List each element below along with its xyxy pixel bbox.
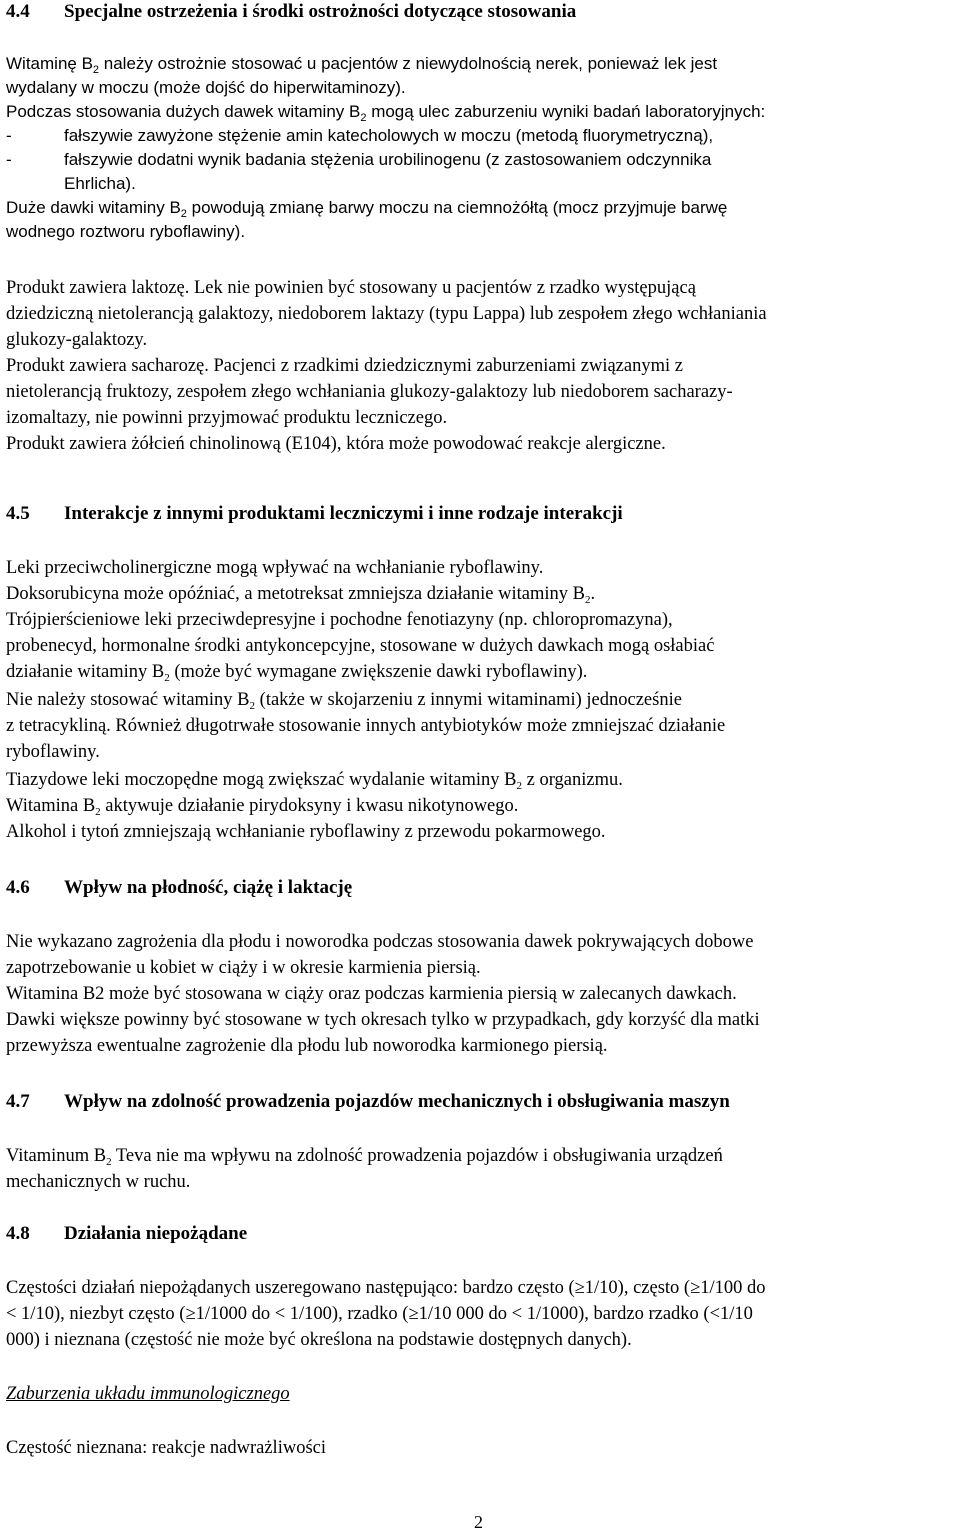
paragraph-line: Witamina $B_2$ aktywuje działanie pirydoksyny i kwasu nikotynowego. bbox=[6, 796, 519, 818]
list-bullet: - bbox=[6, 126, 12, 145]
page-number: 2 bbox=[474, 1512, 483, 1532]
paragraph-line: Nie wykazano zagrożenia dla płodu i noworodka podczas stosowania dawek pokrywających dobowe bbox=[6, 932, 754, 952]
paragraph-line: Vitaminum $B_2$ Teva nie ma wpływu na zdolność prowadzenia pojazdów i obsługiwania urządzeń bbox=[6, 1146, 723, 1168]
list-item: fałszywie dodatni wynik badania stężenia urobilinogenu (z zastosowaniem odczynnika bbox=[64, 150, 712, 169]
paragraph-line: Doksorubicyna może opóźniać, a metotreksat zmniejsza działanie witaminy $B_2$. bbox=[6, 584, 596, 606]
paragraph-line: ryboflawiny. bbox=[6, 742, 100, 762]
paragraph-line: dziedziczną nietolerancją galaktozy, niedoborem laktazy (typu Lappa) lub zespołem złego wchłaniania bbox=[6, 304, 767, 324]
section-4-7-heading: 4.7 Wpływ na zdolność prowadzenia pojazdów mechanicznych i obsługiwania maszyn bbox=[6, 1091, 730, 1112]
paragraph-line: Trójpierścieniowe leki przeciwdepresyjne i pochodne fenotiazyny (np. chloropromazyna), bbox=[6, 610, 673, 630]
section-4-6-heading: 4.6 Wpływ na płodność, ciążę i laktację bbox=[6, 877, 353, 898]
paragraph-line: Produkt zawiera żółcień chinolinową (E104), która może powodować reakcje alergiczne. bbox=[6, 434, 666, 454]
paragraph-line: Częstości działań niepożądanych uszeregowano następująco: bardzo często (≥1/10), często (≥1/100 do bbox=[6, 1278, 766, 1298]
paragraph-line: nietolerancją fruktozy, zespołem złego wchłaniania glukozy-galaktozy lub niedoborem sacharazy- bbox=[6, 382, 733, 402]
paragraph-line: z tetracykliną. Również długotrwałe stosowanie innych antybiotyków może zmniejszać działanie bbox=[6, 716, 726, 736]
paragraph-line: Tiazydowe leki moczopędne mogą zwiększać wydalanie witaminy $B_2$ z organizmu. bbox=[6, 770, 623, 792]
paragraph-line: < 1/10), niezbyt często (≥1/1000 do < 1/100), rzadko (≥1/10 000 do < 1/1000), bardzo rzadko (<1/10 bbox=[6, 1304, 753, 1324]
paragraph-line: wodnego roztworu ryboflawiny). bbox=[6, 222, 246, 241]
paragraph-line: Nie należy stosować witaminy $B_2$ (także w skojarzeniu z innymi witaminami) jednocześnie bbox=[6, 690, 682, 712]
paragraph-line: Podczas stosowania dużych dawek witaminy $B_2$ mogą ulec zaburzeniu wyniki badań laboratoryjnych: bbox=[6, 102, 766, 124]
paragraph-line: Dawki większe powinny być stosowane w tych okresach tylko w przypadkach, gdy korzyść dla matki bbox=[6, 1010, 760, 1030]
paragraph-line: probenecyd, hormonalne środki antykoncepcyjne, stosowane w dużych dawkach mogą osłabiać bbox=[6, 636, 715, 656]
paragraph-line: przewyższa ewentualne zagrożenie dla płodu lub noworodka karmionego piersią. bbox=[6, 1036, 608, 1056]
list-item: fałszywie zawyżone stężenie amin katecholowych w moczu (metodą fluorymetryczną), bbox=[64, 126, 714, 145]
paragraph-line: Produkt zawiera sacharozę. Pacjenci z rzadkimi dziedzicznymi zaburzeniami związanymi z bbox=[6, 356, 683, 376]
paragraph-line: Witaminę $B_2$ należy ostrożnie stosować u pacjentów z niewydolnością nerek, ponieważ lek jest bbox=[6, 54, 718, 76]
section-4-4-heading: 4.4 Specjalne ostrzeżenia i środki ostrożności dotyczące stosowania bbox=[6, 1, 577, 22]
paragraph-line: zapotrzebowanie u kobiet w ciąży i w okresie karmienia piersią. bbox=[6, 958, 481, 978]
paragraph-line: działanie witaminy $B_2$ (może być wymagane zwiększenie dawki ryboflawiny). bbox=[6, 662, 588, 684]
paragraph-line: Produkt zawiera laktozę. Lek nie powinien być stosowany u pacjentów z rzadko występującą bbox=[6, 278, 696, 298]
paragraph-line: 000) i nieznana (częstość nie może być określona na podstawie dostępnych danych). bbox=[6, 1330, 632, 1350]
paragraph-line: Duże dawki witaminy $B_2$ powodują zmianę barwy moczu na ciemnożółtą (mocz przyjmuje barwę bbox=[6, 198, 728, 220]
paragraph-line: Leki przeciwcholinergiczne mogą wpływać na wchłanianie ryboflawiny. bbox=[6, 558, 544, 578]
paragraph-line: izomaltazy, nie powinni przyjmować produktu leczniczego. bbox=[6, 408, 448, 428]
paragraph-line: wydalany w moczu (może dojść do hiperwitaminozy). bbox=[6, 78, 406, 97]
section-4-5-heading: 4.5 Interakcje z innymi produktami leczniczymi i inne rodzaje interakcji bbox=[6, 503, 623, 524]
list-bullet: - bbox=[6, 150, 12, 169]
subsection-heading: Zaburzenia układu immunologicznego bbox=[6, 1384, 290, 1404]
paragraph-line: Częstość nieznana: reakcje nadwrażliwości bbox=[6, 1438, 327, 1458]
paragraph-line: glukozy-galaktozy. bbox=[6, 330, 148, 350]
section-4-8-heading: 4.8 Działania niepożądane bbox=[6, 1223, 248, 1244]
list-item: Ehrlicha). bbox=[64, 174, 136, 193]
paragraph-line: mechanicznych w ruchu. bbox=[6, 1172, 191, 1192]
paragraph-line: Witamina B2 może być stosowana w ciąży oraz podczas karmienia piersią w zalecanych dawkach. bbox=[6, 984, 737, 1004]
paragraph-line: Alkohol i tytoń zmniejszają wchłanianie ryboflawiny z przewodu pokarmowego. bbox=[6, 822, 606, 842]
